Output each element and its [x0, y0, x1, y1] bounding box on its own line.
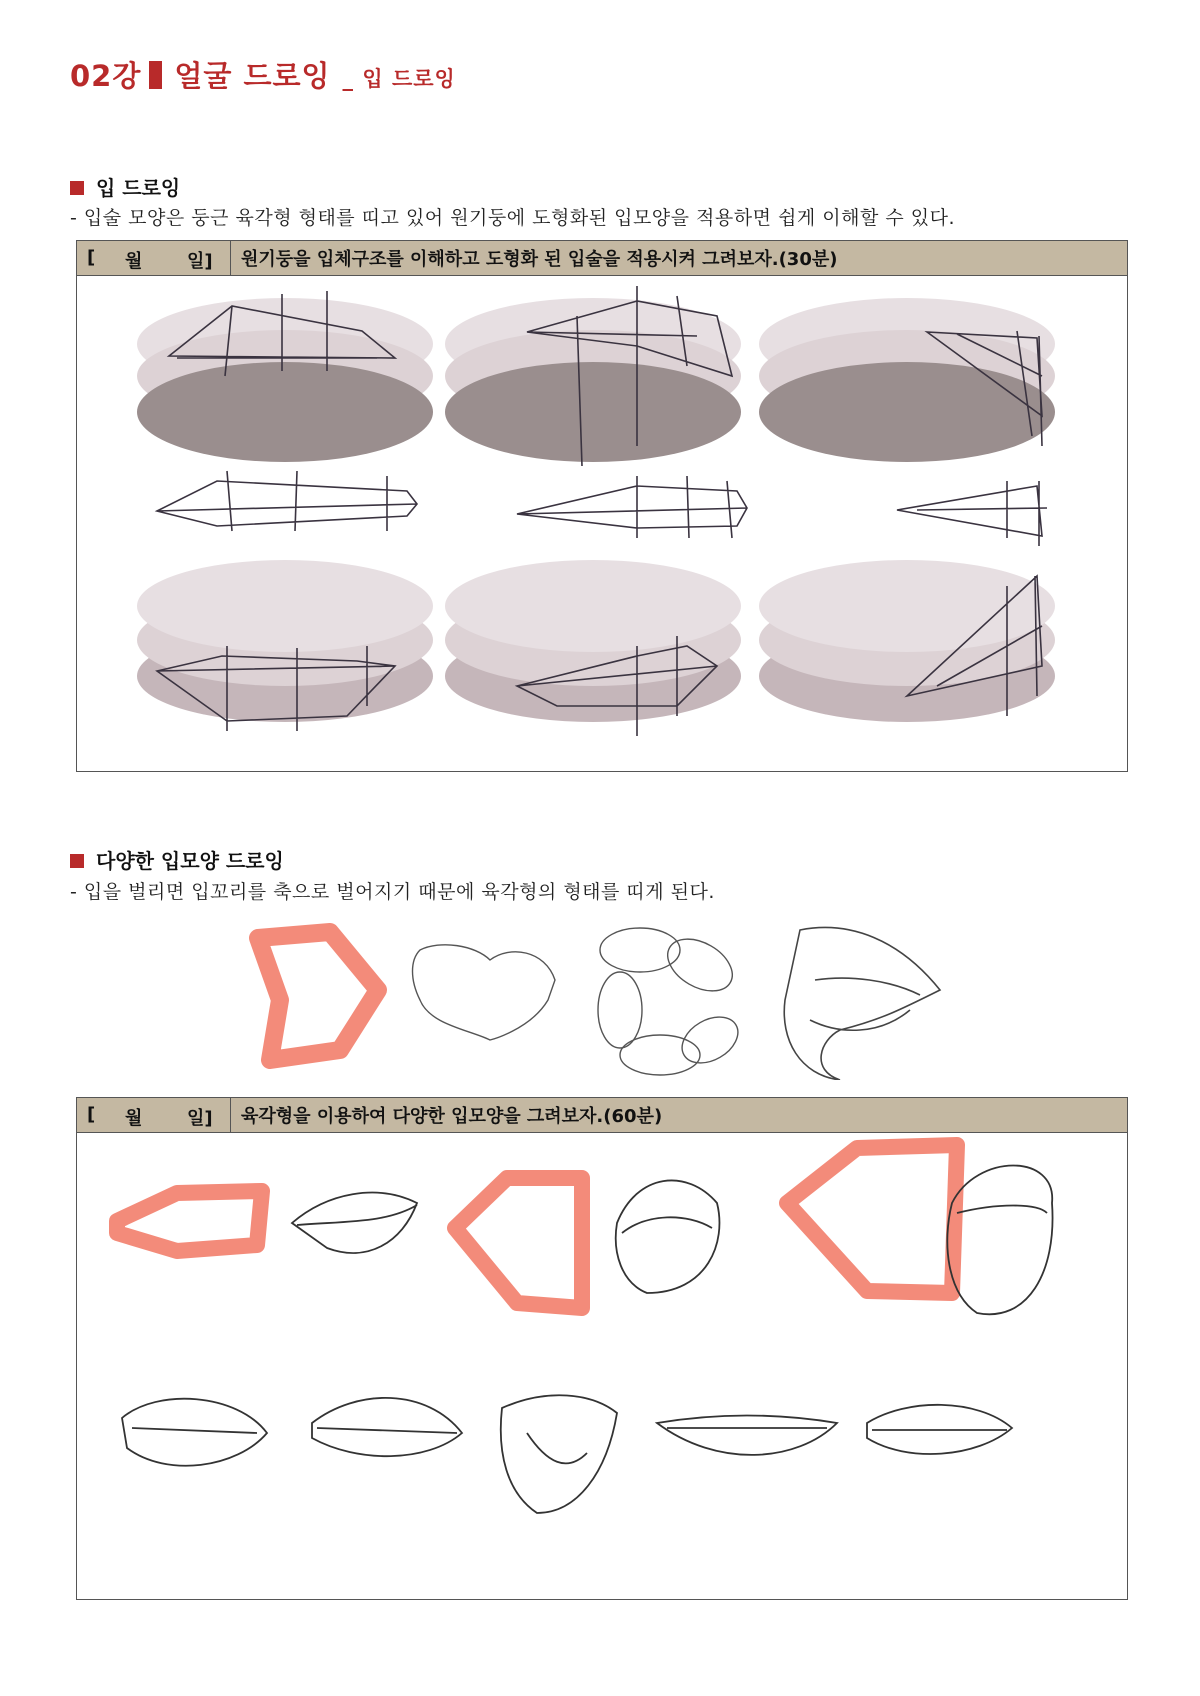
mouth-shape-diagram-row	[240, 920, 970, 1080]
title-bar-icon	[149, 61, 162, 89]
lesson-number: 02강	[70, 59, 142, 93]
month-label: 월	[125, 1108, 143, 1129]
lesson-topic: 얼굴 드로잉	[174, 59, 331, 93]
wide-open-mouth-icon	[947, 1166, 1052, 1315]
month-label: 월	[125, 251, 143, 272]
grin-mouth-icon-2	[312, 1398, 462, 1456]
hexagon-guide-1	[117, 1191, 262, 1251]
date-cell: [ 월 일]	[77, 241, 231, 275]
exercise-box-hexagon	[76, 1097, 1128, 1600]
day-label: 일]	[187, 1108, 213, 1129]
exercise-box-cylinder	[76, 240, 1128, 772]
hexagon-guides	[117, 1145, 957, 1308]
hexagon-guide-3	[787, 1145, 957, 1293]
section-heading-mouth-drawing: 입 드로잉	[70, 172, 180, 201]
section-heading-various-mouths: 다양한 입모양 드로잉	[70, 845, 284, 874]
heart-shape-icon	[413, 945, 556, 1040]
exercise-drawing-area	[77, 1133, 1127, 1599]
section-description-mouth: - 입술 모양은 둥근 육각형 형태를 띠고 있어 원기둥에 도형화된 입모양을 적용하면 쉽게 이해할 수 있다.	[70, 207, 956, 229]
grin-mouth-icon-1	[122, 1399, 267, 1466]
open-mouth-tongue-icon	[616, 1180, 720, 1293]
closed-lips-icon	[292, 1193, 417, 1253]
lesson-subtopic: _ 입 드로잉	[342, 67, 456, 91]
clenched-mouth-icon	[867, 1405, 1012, 1454]
mouth-sketch-icon	[784, 928, 940, 1081]
section-description-various: - 입을 벌리면 입꼬리를 축으로 벌어지기 때문에 육각형의 형태를 띠게 된다.	[70, 881, 715, 903]
exercise-instruction: 육각형을 이용하여 다양한 입모양을 그려보자.(60분)	[241, 1106, 663, 1127]
bullet-square-icon	[70, 181, 84, 195]
exercise-instruction: 원기둥을 입체구조를 이해하고 도형화 된 입술을 적용시켜 그려보자.(30분)	[241, 249, 838, 270]
lip-volume-ovals-icon	[598, 928, 746, 1075]
cylinder-bottom-row	[137, 560, 1055, 722]
exercise-drawing-area	[77, 276, 1127, 771]
cylinder-lip-sketches	[77, 276, 1127, 771]
exercise-header	[77, 1098, 1127, 1133]
mouth-reference-drawings	[77, 1133, 1127, 1599]
hexagon-shape-icon	[258, 932, 378, 1060]
page-title	[70, 54, 456, 95]
exercise-header	[77, 241, 1127, 276]
open-mouth-icon	[501, 1395, 617, 1513]
day-label: 일]	[187, 251, 213, 272]
smile-mouth-icon	[657, 1416, 837, 1455]
bullet-square-icon	[70, 854, 84, 868]
hexagon-guide-2	[455, 1178, 582, 1308]
date-cell: [ 월 일]	[77, 1098, 231, 1132]
cylinder-top-row	[137, 298, 1055, 462]
